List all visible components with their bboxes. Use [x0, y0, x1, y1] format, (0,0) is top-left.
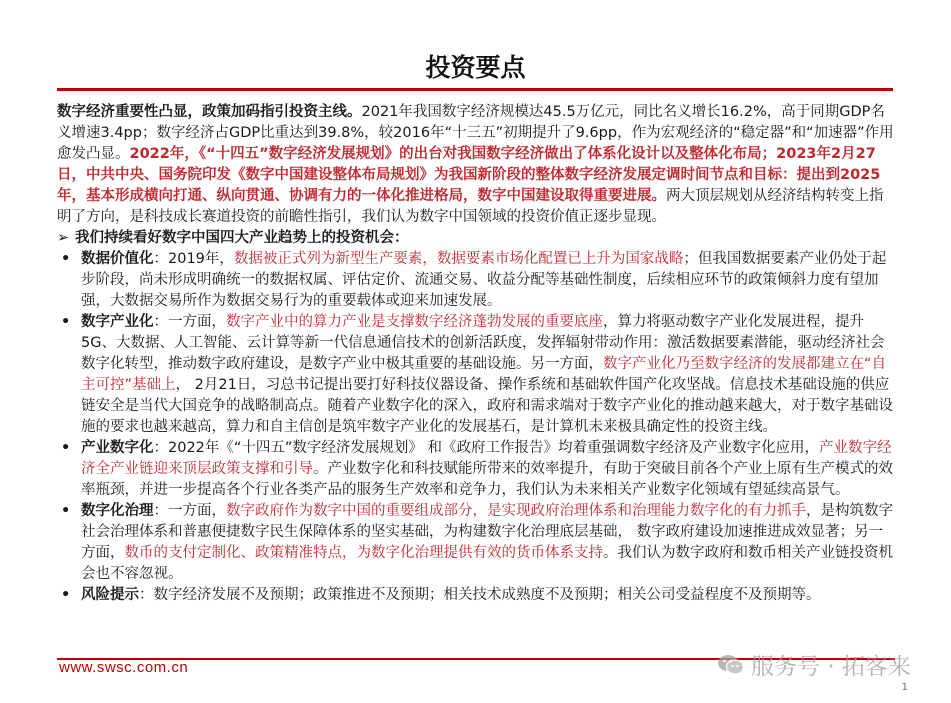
- bullet-dot-icon: •: [61, 440, 71, 456]
- bullet-text: ：2019年，: [153, 251, 234, 267]
- bullet-label: 数字产业化: [81, 314, 154, 330]
- bullet-text: ：数字经济发展不及预期；政策推进不及预期；相关技术成熟度不及预期；相关公司受益程度不及预期等。: [139, 587, 821, 603]
- bullet-item: [57, 501, 895, 585]
- bullet-text: 。我们认为数字政府和数币相关产业链投资机会也不容忽视。: [81, 545, 893, 582]
- bullet-text: ：一方面，: [153, 314, 226, 330]
- bullet-item: [57, 249, 895, 312]
- bullet-text: ，算力将驱动数字产业化发展进程，提升5G、大数据、人工智能、云计算等新一代信息通信技术的创新活跃度，发挥辐射带动作用：激活数据要素潜能，驱动经济社会数字化转型，推动数字政府建设，是数字产业中极其重要的基础设施。另一方面，: [81, 314, 885, 372]
- bullet-item: [57, 312, 895, 438]
- intro-lead: 数字经济重要性凸显，政策加码指引投资主线。: [57, 104, 362, 120]
- bullet-label: 数字化治理: [81, 503, 154, 519]
- bullet-highlight: 数据被正式列为新型生产要素，数据要素市场化配置已上升为国家战略: [233, 251, 684, 267]
- bullet-text: ：一方面，: [153, 503, 226, 519]
- bullet-highlight: 数字产业化乃至数字经济的发展都建立在“自主可控”基础上: [81, 356, 887, 393]
- bullet-dot-icon: •: [61, 503, 71, 519]
- bullet-text: ：2022年《“十四五”数字经济发展规划》 和《政府工作报告》均着重强调数字经济及产业数字化应用，: [153, 440, 820, 456]
- intro-policy-highlight: 2022年，《“十四五”数字经济发展规划》的出台对我国数字经济做出了体系化设计以及整体化布局；2023年2月27日，中共中央、国务院印发《数字中国建设整体布局规划》为我国新阶段的整体数字经济发展定调时间节点和目标：提出到2025年，基本形成横向打通、纵向贯通、协调有力的一体化推进格局，数字中国建设取得重要进展。: [57, 146, 881, 204]
- watermark-text: 服务号 · 拓客来: [751, 654, 911, 680]
- section-heading: [57, 228, 895, 249]
- bullet-dot-icon: •: [61, 314, 71, 330]
- bullet-highlight: 数字政府作为数字中国的重要组成部分，是实现政府治理体系和治理能力数字化的有力抓手: [226, 503, 806, 519]
- intro-text-1: 2021年我国数字经济规模达45.5万亿元，同比名义增长16.2%，高于同期GDP名义增速3.4pp；数字经济占GDP比重达到39.8%，较2016年“十三五”初期提升了9.6pp，作为宏观经济的“稳定器”和“加速器”作用愈发凸显。: [57, 104, 894, 162]
- bullet-item: [57, 438, 895, 501]
- bullet-highlight: 数字产业中的算力产业是支撑数字经济蓬勃发展的重要底座: [226, 314, 603, 330]
- bullet-text: ；但我国数据要素产业仍处于起步阶段，尚未形成明确统一的数据权属、评估定价、流通交易、收益分配等基础性制度，后续相应环节的政策倾斜力度有望加强，大数据交易所作为数据交易行为的重要载体或迎来加速发展。: [81, 251, 887, 309]
- intro-paragraph: [57, 102, 895, 228]
- bullet-dot-icon: •: [61, 587, 71, 603]
- title-divider: [57, 88, 893, 91]
- main-content: [57, 102, 895, 606]
- bullet-highlight: 数币的支付定制化、政策精准特点，为数字化治理提供有效的货币体系支持: [124, 545, 603, 561]
- bullet-highlight: 产业数字经济全产业链迎来顶层政策支撑和引导: [81, 440, 892, 477]
- wechat-icon: [717, 653, 745, 677]
- arrow-bullet-icon: ➢: [57, 230, 70, 246]
- intro-text-2: 两大顶层规划从经济结构转变上指明了方向，是科技成长赛道投资的前瞻性指引，我们认为数字中国领域的投资价值正逐步显现。: [57, 188, 884, 225]
- footer-url[interactable]: www.swsc.com.cn: [59, 659, 189, 676]
- bullet-label: 风险提示: [81, 587, 139, 603]
- bullet-list: [57, 249, 895, 606]
- page-number: 1: [901, 682, 908, 693]
- bullet-label: 产业数字化: [81, 440, 154, 456]
- bullet-text: ， 2月21日，习总书记提出要打好科技仪器设备、操作系统和基础软件国产化攻坚战。信息技术基础设施的供应链安全是当代大国竞争的战略制高点。随着产业数字化的深入，政府和需求端对于数字产业化的推动越来越大，对于数字基础设施的要求也越来越高，算力和自主信创是筑牢数字产业化的发展基石，是计算机未来极具确定性的投资主线。: [81, 377, 893, 435]
- bullet-item: [57, 585, 895, 606]
- bullet-text: ，是构筑数字社会治理体系和普惠便捷数字民生保障体系的坚实基础，为构建数字化治理底层基础， 数字政府建设加速推进成效显著；另一方面，: [81, 503, 893, 561]
- section-heading-text: 我们持续看好数字中国四大产业趋势上的投资机会：: [75, 230, 409, 246]
- bullet-text: 。产业数字化和科技赋能所带来的效率提升，有助于突破目前各个产业上原有生产模式的效率瓶颈，并进一步提高各个行业各类产品的服务生产效率和竞争力，我们认为未来相关产业数字化领域有望延续高景气。: [81, 461, 893, 498]
- page-title: 投资要点: [425, 53, 526, 82]
- bullet-label: 数据价值化: [81, 251, 154, 267]
- watermark: [717, 648, 911, 681]
- bullet-dot-icon: •: [61, 251, 71, 267]
